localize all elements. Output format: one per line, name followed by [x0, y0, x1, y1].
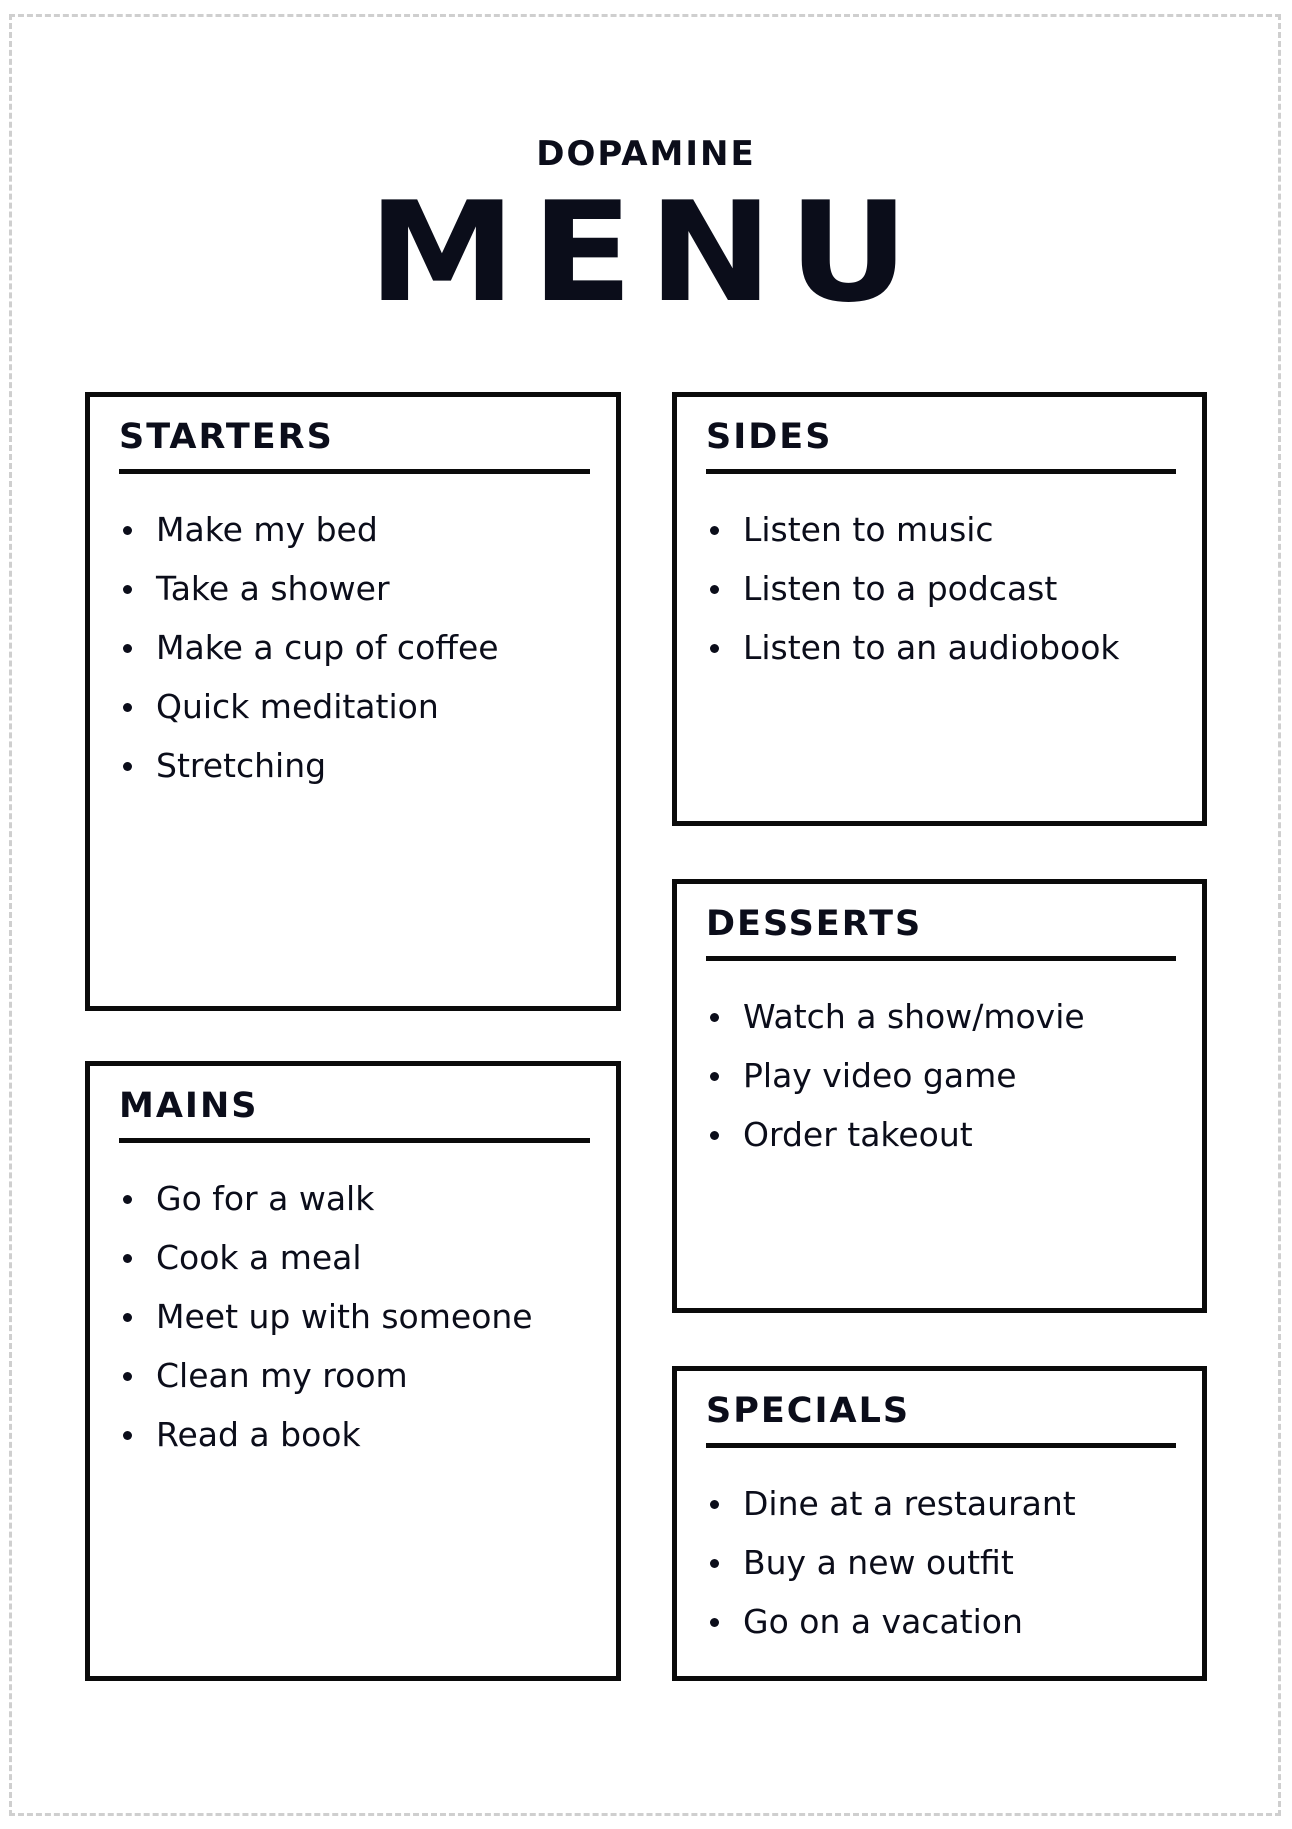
- list-item: Listen to music: [706, 500, 1192, 559]
- section-title: MAINS: [119, 1086, 590, 1143]
- section-starters: [85, 392, 621, 1011]
- menu-subtitle: DOPAMINE: [536, 134, 756, 174]
- list-item: Play video game: [706, 1046, 1192, 1105]
- list-item: Take a shower: [119, 559, 606, 618]
- section-desserts: [672, 879, 1207, 1313]
- section-list: [706, 987, 1192, 1164]
- list-item: Watch a show/movie: [706, 987, 1192, 1046]
- list-item: Order takeout: [706, 1105, 1192, 1164]
- section-list: [119, 1169, 606, 1464]
- section-title: DESSERTS: [706, 904, 1176, 961]
- section-list: [119, 500, 606, 795]
- list-item: Buy a new outfit: [706, 1533, 1192, 1592]
- list-item: Read a book: [119, 1405, 606, 1464]
- list-item: Dine at a restaurant: [706, 1474, 1192, 1533]
- section-list: [706, 1474, 1192, 1651]
- section-mains: [85, 1061, 621, 1681]
- list-item: Make a cup of coffee: [119, 618, 606, 677]
- list-item: Make my bed: [119, 500, 606, 559]
- section-list: [706, 500, 1192, 677]
- section-specials: [672, 1366, 1207, 1681]
- section-title: SPECIALS: [706, 1391, 1176, 1448]
- list-item: Listen to an audiobook: [706, 618, 1192, 677]
- menu-title: MENU: [367, 172, 925, 333]
- list-item: Listen to a podcast: [706, 559, 1192, 618]
- list-item: Go for a walk: [119, 1169, 606, 1228]
- list-item: Clean my room: [119, 1346, 606, 1405]
- section-title: SIDES: [706, 417, 1176, 474]
- list-item: Meet up with someone: [119, 1287, 606, 1346]
- list-item: Stretching: [119, 736, 606, 795]
- list-item: Go on a vacation: [706, 1592, 1192, 1651]
- section-sides: [672, 392, 1207, 826]
- section-title: STARTERS: [119, 417, 590, 474]
- list-item: Cook a meal: [119, 1228, 606, 1287]
- list-item: Quick meditation: [119, 677, 606, 736]
